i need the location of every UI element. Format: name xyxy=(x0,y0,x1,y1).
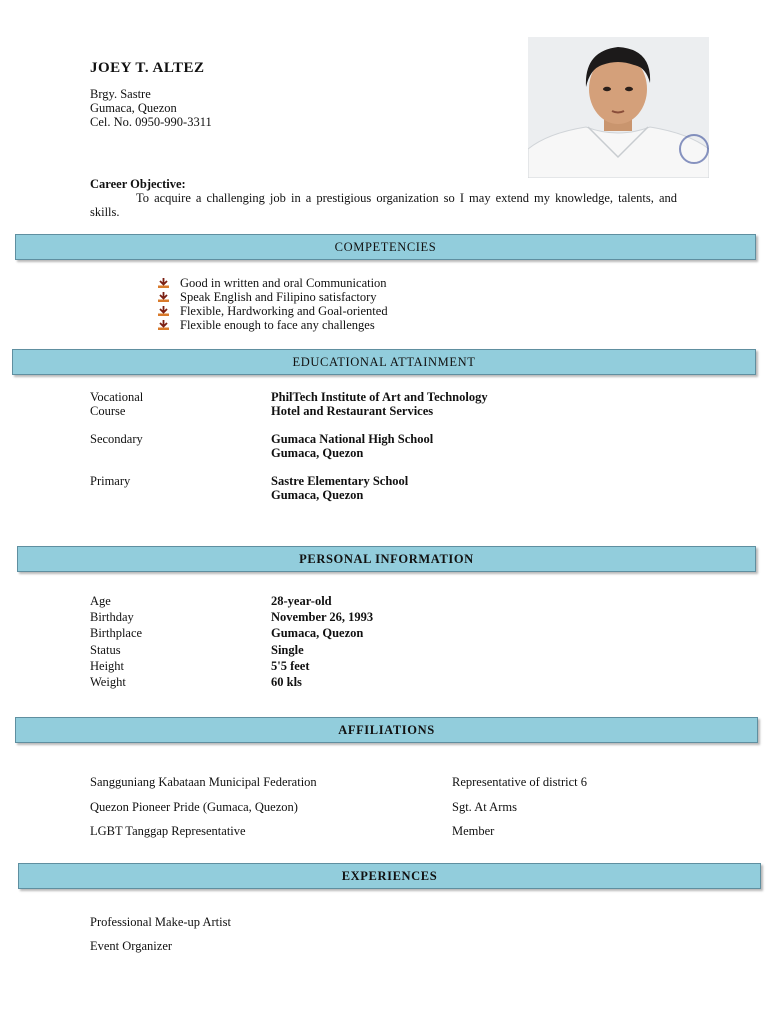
applicant-name: JOEY T. ALTEZ xyxy=(90,60,205,76)
personal-value: 28-year-old xyxy=(271,594,332,608)
list-item xyxy=(158,304,388,318)
affiliations-banner: AFFILIATIONS xyxy=(15,717,758,743)
personal-info-row xyxy=(90,609,373,625)
personal-value: Gumaca, Quezon xyxy=(271,626,364,641)
affiliation-role: Member xyxy=(452,824,495,838)
personal-value: Single xyxy=(271,642,304,657)
education-level-label: Primary xyxy=(90,474,131,488)
personal-info-block xyxy=(90,593,373,690)
personal-value: 5'5 feet xyxy=(271,658,310,673)
bullet-arrow-icon xyxy=(158,320,180,330)
personal-info-banner: PERSONAL INFORMATION xyxy=(17,546,756,572)
personal-info-row xyxy=(90,625,373,641)
personal-info-row xyxy=(90,658,373,674)
personal-label: Weight xyxy=(90,675,126,690)
personal-info-row xyxy=(90,674,373,690)
affiliation-role: Sgt. At Arms xyxy=(452,799,517,814)
competencies-banner: COMPETENCIES xyxy=(15,234,756,260)
career-objective-label: Career Objective: xyxy=(90,177,186,191)
personal-info-row xyxy=(90,593,373,609)
personal-label: Height xyxy=(90,658,125,673)
education-school: PhilTech Institute of Art and Technology xyxy=(271,390,488,404)
education-secondary-row xyxy=(90,432,488,446)
affiliation-org: Sangguniang Kabataan Municipal Federation xyxy=(90,775,317,789)
personal-label: Birthday xyxy=(90,610,134,625)
competency-text: Speak English and Filipino satisfactory xyxy=(180,290,377,304)
education-detail: Gumaca, Quezon xyxy=(271,488,364,502)
portrait-illustration xyxy=(528,37,709,178)
bullet-arrow-icon xyxy=(158,292,180,302)
competency-text: Flexible, Hardworking and Goal-oriented xyxy=(180,304,388,318)
bullet-arrow-icon xyxy=(158,306,180,316)
list-item xyxy=(158,318,388,332)
contact-block xyxy=(90,87,212,129)
education-block xyxy=(90,390,488,502)
education-primary-row xyxy=(90,474,488,488)
personal-value: November 26, 1993 xyxy=(271,610,374,625)
experiences-block xyxy=(90,915,231,963)
competency-text: Flexible enough to face any challenges xyxy=(180,318,375,332)
list-item xyxy=(158,276,388,290)
affiliation-row xyxy=(90,824,587,849)
affiliation-row xyxy=(90,800,587,825)
education-school: Gumaca National High School xyxy=(271,432,434,446)
personal-label: Birthplace xyxy=(90,626,143,641)
affiliations-block xyxy=(90,775,587,849)
affiliation-role: Representative of district 6 xyxy=(452,775,588,789)
address-line-2: Gumaca, Quezon xyxy=(90,101,177,115)
career-objective-text: To acquire a challenging job in a prestigious organization so I may extend my knowledge, talents, and skills. xyxy=(90,191,677,219)
list-item xyxy=(158,290,388,304)
education-secondary-detail-row xyxy=(90,446,488,460)
education-banner: EDUCATIONAL ATTAINMENT xyxy=(12,349,756,375)
education-level-label: Course xyxy=(90,404,126,418)
education-level-label: Secondary xyxy=(90,432,143,446)
affiliation-org: Quezon Pioneer Pride (Gumaca, Quezon) xyxy=(90,799,298,814)
education-detail: Hotel and Restaurant Services xyxy=(271,404,434,418)
personal-label: Status xyxy=(90,642,121,657)
address-line-1: Brgy. Sastre xyxy=(90,87,151,101)
competencies-list xyxy=(158,276,388,332)
education-vocational-row xyxy=(90,390,488,404)
bullet-arrow-icon xyxy=(158,278,180,288)
education-vocational-course-row xyxy=(90,404,488,418)
phone-number: Cel. No. 0950-990-3311 xyxy=(90,115,212,129)
experiences-banner: EXPERIENCES xyxy=(18,863,761,889)
personal-label: Age xyxy=(90,594,111,608)
personal-info-row xyxy=(90,642,373,658)
applicant-photo xyxy=(528,37,709,178)
experience-item: Professional Make-up Artist xyxy=(90,915,231,929)
education-school: Sastre Elementary School xyxy=(271,474,409,488)
competency-text: Good in written and oral Communication xyxy=(180,276,387,290)
education-level-label: Vocational xyxy=(90,390,144,404)
career-objective xyxy=(90,177,677,219)
education-primary-detail-row xyxy=(90,488,488,502)
affiliation-row xyxy=(90,775,587,800)
affiliation-org: LGBT Tanggap Representative xyxy=(90,824,246,838)
personal-value: 60 kls xyxy=(271,675,302,690)
education-detail: Gumaca, Quezon xyxy=(271,446,364,460)
experience-item: Event Organizer xyxy=(90,939,173,953)
